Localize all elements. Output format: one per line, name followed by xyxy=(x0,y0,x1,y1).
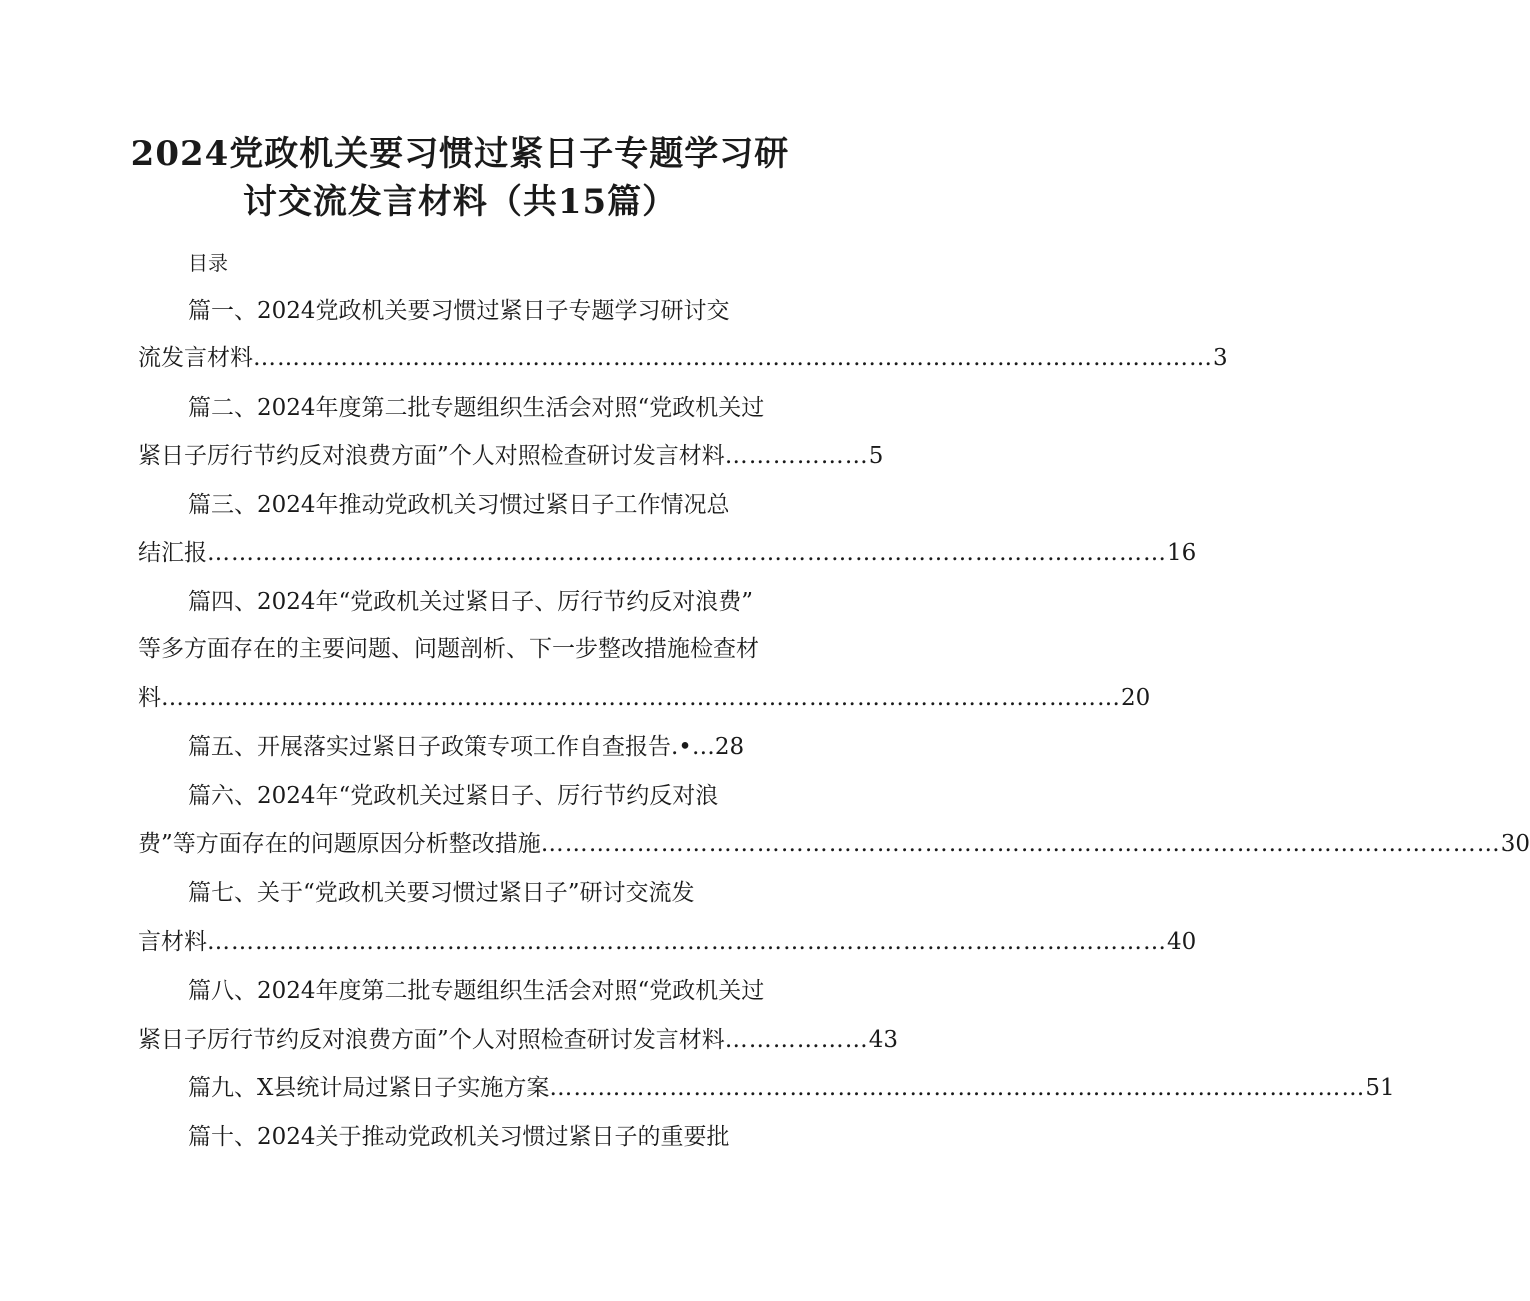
toc-page-number: 3 xyxy=(1213,345,1228,371)
toc-leader-dots: ………………………………………………………………………………………………………… xyxy=(540,831,1501,857)
toc-entry-text: 费”等方面存在的问题原因分析整改措施 xyxy=(138,831,541,857)
toc-page-number: 43 xyxy=(868,1027,899,1053)
toc-leader-dots: ……………… xyxy=(724,443,869,469)
toc-leader-dots: ……………… xyxy=(724,1027,869,1053)
toc-entry-8-line-1[interactable]: 篇八、2024年度第二批专题组织生活会对照“党政机关过 xyxy=(188,978,765,1004)
toc-page-number: 20 xyxy=(1121,685,1151,711)
toc-leader-dots: ………………………………………………………………………………………………………… xyxy=(253,345,1213,371)
toc-page-number: 30 xyxy=(1500,831,1530,857)
toc-entry-5-line-1[interactable] xyxy=(188,732,744,762)
toc-page-number: 28 xyxy=(714,734,745,760)
toc-entry-text: 紧日子厉行节约反对浪费方面”个人对照检查研讨发言材料 xyxy=(138,443,725,469)
toc-entry-7-line-2[interactable] xyxy=(138,927,1197,957)
toc-leader-dots: ………………………………………………………………………………………………………… xyxy=(161,685,1121,711)
toc-entry-text: 料 xyxy=(138,685,161,711)
toc-entry-3-line-1[interactable]: 篇三、2024年推动党政机关习惯过紧日子工作情况总 xyxy=(188,492,730,518)
toc-label: 目录 xyxy=(188,251,228,275)
toc-leader-dots: … xyxy=(691,734,715,760)
toc-entry-4-line-1[interactable]: 篇四、2024年“党政机关过紧日子、厉行节约反对浪费” xyxy=(188,589,754,615)
toc-entry-4-line-3[interactable] xyxy=(138,683,1151,713)
toc-entry-1-line-1[interactable]: 篇一、2024党政机关要习惯过紧日子专题学习研讨交 xyxy=(188,298,730,324)
toc-page-number: 5 xyxy=(868,443,884,469)
toc-entry-1-line-2[interactable] xyxy=(138,343,1228,373)
toc-leader-dots: ………………………………………………………………………………………… xyxy=(549,1075,1366,1101)
document-title-line-2: 讨交流发言材料（共15篇） xyxy=(242,182,678,222)
toc-entry-text: 言材料 xyxy=(138,929,207,955)
toc-entry-text: 篇九、X县统计局过紧日子实施方案 xyxy=(188,1075,550,1101)
toc-page-number: 40 xyxy=(1167,929,1197,955)
toc-entry-4-line-2[interactable]: 等多方面存在的主要问题、问题剖析、下一步整改措施检查材 xyxy=(138,636,759,662)
toc-leader-dots: ………………………………………………………………………………………………………… xyxy=(207,540,1167,566)
toc-entry-text: 篇五、开展落实过紧日子政策专项工作自查报告.• xyxy=(188,734,692,760)
toc-entry-6-line-2[interactable] xyxy=(138,829,1530,859)
toc-entry-text: 结汇报 xyxy=(138,540,207,566)
toc-entry-2-line-2[interactable] xyxy=(138,441,884,471)
toc-entry-8-line-2[interactable] xyxy=(138,1025,899,1055)
toc-entry-text: 紧日子厉行节约反对浪费方面”个人对照检查研讨发言材料 xyxy=(138,1027,725,1053)
toc-entry-6-line-1[interactable]: 篇六、2024年“党政机关过紧日子、厉行节约反对浪 xyxy=(188,783,719,809)
toc-entry-3-line-2[interactable] xyxy=(138,538,1197,568)
toc-entry-2-line-1[interactable]: 篇二、2024年度第二批专题组织生活会对照“党政机关过 xyxy=(188,395,765,421)
toc-leader-dots: ………………………………………………………………………………………………………… xyxy=(207,929,1167,955)
toc-entry-7-line-1[interactable]: 篇七、关于“党政机关要习惯过紧日子”研讨交流发 xyxy=(188,880,695,906)
toc-entry-9-line-1[interactable] xyxy=(188,1073,1395,1103)
toc-entry-text: 流发言材料 xyxy=(138,345,253,371)
toc-page-number: 16 xyxy=(1167,540,1197,566)
document-title-line-1: 2024党政机关要习惯过紧日子专题学习研 xyxy=(130,134,790,174)
toc-entry-10-line-1[interactable]: 篇十、2024关于推动党政机关习惯过紧日子的重要批 xyxy=(188,1124,730,1150)
toc-page-number: 51 xyxy=(1365,1075,1395,1101)
